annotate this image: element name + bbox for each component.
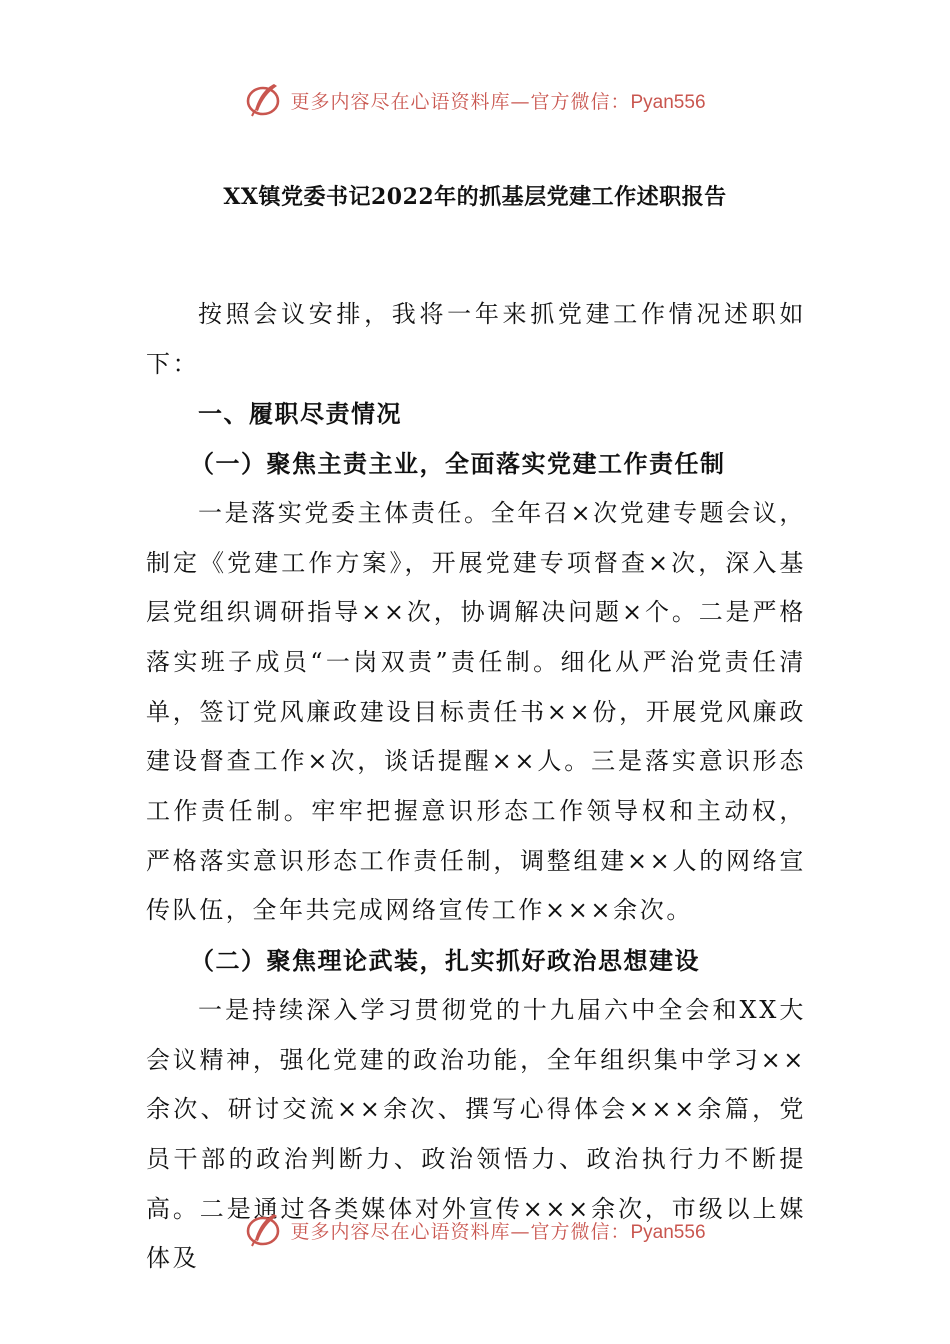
section-heading: 一、履职尽责情况 [198,399,402,429]
watermark-footer [0,1208,950,1252]
watermark-text: 更多内容尽在心语资料库—官方微信：Pyan556 [290,90,706,113]
subsection-heading-2: （二）聚焦理论武装，扎实抓好政治思想建设 [190,946,700,976]
paragraph-2: 一是持续深入学习贯彻党的十九届六中全会和XX大会议精神，强化党建的政治功能，全年组织集中学习××余次、研讨交流××余次、撰写心得体会×××余篇，党员干部的政治判断力、政治领悟力、政治执行力不断提高。二是通过各类媒体对外宣传×××余次，市级以上媒体及 [146,995,806,1273]
paragraph-1: 一是落实党委主体责任。全年召×次党建专题会议，制定《党建工作方案》，开展党建专项督查×次，深入基层党组织调研指导××次，协调解决问题×个。二是严格落实班子成员“一岗双责”责任制。细化从严治党责任清单，签订党风廉政建设目标责任书××份，开展党风廉政建设督查工作×次，谈话提醒××人。三是落实意识形态工作责任制。牢牢把握意识形态工作领导权和主动权，严格落实意识形态工作责任制，调整组建××人的网络宣传队伍，全年共完成网络宣传工作×××余次。 [146,498,806,925]
subsection-heading-1: （一）聚焦主责主业，全面落实党建工作责任制 [190,449,726,479]
watermark-header [0,78,950,122]
document-body [146,290,806,1284]
feather-pen-logo-icon [244,1210,284,1250]
watermark-text: 更多内容尽在心语资料库—官方微信：Pyan556 [290,1220,706,1243]
intro-paragraph: 按照会议安排，我将一年来抓党建工作情况述职如下： [146,300,806,378]
feather-pen-logo-icon [244,80,284,120]
document-title: XX镇党委书记2022年的抓基层党建工作述职报告 [223,184,727,210]
